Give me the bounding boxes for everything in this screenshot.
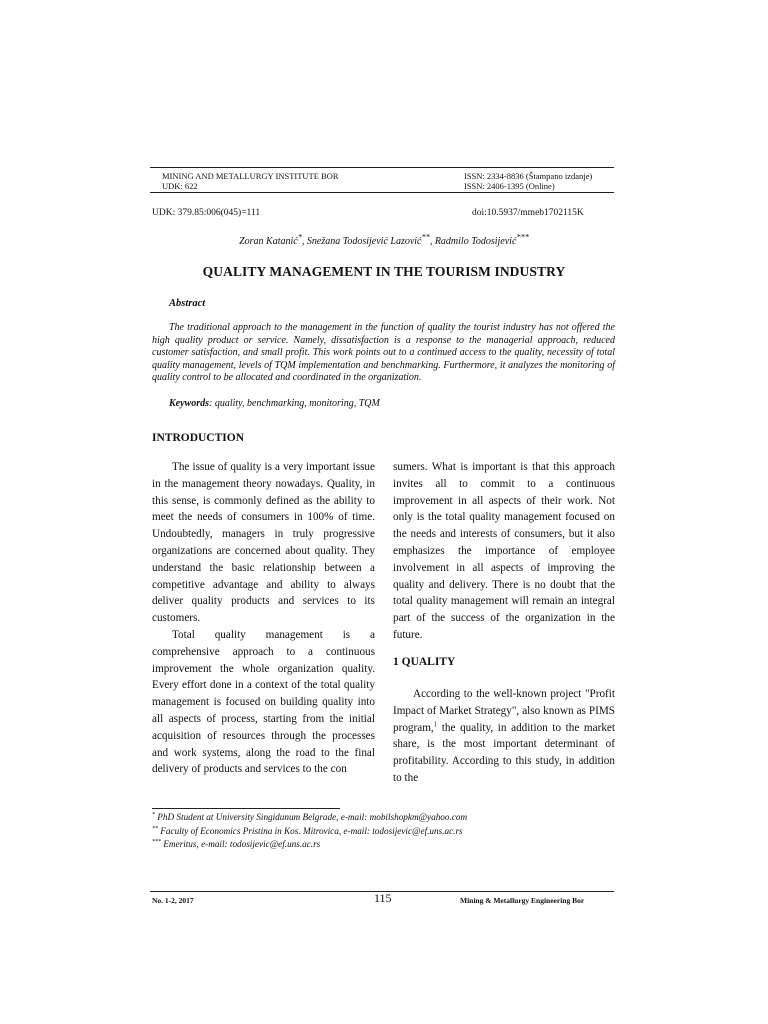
footnote-2-text: Faculty of Economics Pristina in Kos. Mitrovica, e-mail: todosijevic@ef.uns.ac.rs [158, 825, 463, 836]
footnote-3-text: Emeritus, e-mail: todosijevic@ef.uns.ac.rs [161, 839, 321, 849]
right-column [393, 459, 615, 644]
paper-title: QUALITY MANAGEMENT IN THE TOURISM INDUSTRY [202, 264, 566, 279]
intro-paragraph-2: Total quality management is a comprehensive approach to a continuous improvement the whole organization quality. Every effort done in a context of the total quality management is focused on building quality into all aspects of process, starting from the initial acquisition of resources through the processes and work systems, along the road to the final delivery of products and services to the con [152, 628, 375, 776]
footnote-1-text: PhD Student at University Singidunum Belgrade, e-mail: mobilshopkm@yahoo.com [155, 812, 468, 822]
footnote-1 [152, 811, 467, 825]
section-introduction-heading: INTRODUCTION [152, 432, 245, 444]
footnote-3-mark: *** [152, 838, 161, 845]
section-quality-heading: 1 QUALITY [393, 656, 456, 668]
header-institute: MINING AND METALLURGY INSTITUTE BOR [162, 171, 339, 181]
header-top-rule [150, 167, 614, 168]
quality-paragraph-b: the quality, in addition to the market share, is the most important determinant of profitability. According to this study, in addition to the [393, 721, 615, 784]
footnote-2 [152, 825, 467, 839]
footer-issue: No. 1-2, 2017 [152, 896, 194, 905]
right-paragraph-1: sumers. What is important is that this approach invites all to commit to a continuous improvement in all aspects of their work. Not only is the total quality management focused on the needs and interests of consumers, but it also emphasizes the importance of employee involvement in all aspects of improving the quality and delivery. There is no doubt that the total quality management will remain an integral part of the success of the organization in the future. [393, 461, 615, 641]
footer-journal: Mining & Metallurgy Engineering Bor [460, 896, 585, 905]
author-3: Radmilo Todosijević [434, 236, 517, 247]
author-2-mark: ** [421, 232, 430, 242]
author-1-mark: * [297, 232, 302, 242]
footnotes [152, 811, 467, 852]
footnote-3 [152, 838, 467, 852]
header-bottom-rule [150, 192, 614, 193]
footnote-1-mark: * [152, 811, 155, 818]
header-left [162, 171, 339, 191]
author-2: Snežana Todosijević Lazović [306, 236, 422, 247]
footnote-rule [152, 808, 340, 809]
header-right [464, 171, 592, 191]
keywords-line [169, 398, 380, 409]
footer-page-number: 115 [374, 891, 392, 905]
intro-paragraph-1: The issue of quality is a very important issue in the management theory nowadays. Quality, in this sense, is commonly defined as the ability to meet the needs of consumers in 100% of time. Undoubtedly, managers in truly progressive organizations are concerned about quality. They understand the basic relationship between a competitive advantage and ability to always deliver quality products and services to its customers. [152, 461, 375, 625]
abstract-body: The traditional approach to the management in the function of quality the tourist industry has not offered the high quality product or service. Namely, dissatisfaction is a response to the managerial approach, reduced customer satisfaction, and small profit. This work points out to a continued access to the quality, necessity of total quality management, levels of TQM implementation and benchmarking. Furthermore, it analyzes the monitoring of quality control to be allocated and coordinated in the organization. [152, 322, 615, 384]
udk-line: UDK: 379.85:006(045)=111 [152, 208, 261, 218]
quality-paragraph-a: According to the well-known project "Profit Impact of Market Strategy", also known as PIMS program, [393, 688, 615, 734]
right-column-2 [393, 686, 615, 787]
header-udk: UDK: 622 [162, 181, 198, 191]
keywords-label: Keywords [169, 398, 209, 409]
header-issn-online: ISSN: 2406-1395 (Online) [464, 181, 555, 191]
doi-line: doi:10.5937/mmeb1702115K [472, 208, 584, 218]
header-issn-print: ISSN: 2334-8836 (Štampano izdanje) [464, 171, 593, 181]
left-column [152, 459, 375, 778]
abstract-heading: Abstract [169, 298, 206, 309]
quality-paragraph [393, 686, 615, 787]
footnote-2-mark: ** [152, 825, 158, 832]
authors-line: Zoran Katanić*, Snežana Todosijević Lazović**, Radmilo Todosijević*** [239, 232, 529, 247]
keywords-list: : quality, benchmarking, monitoring, TQM [209, 398, 380, 409]
abstract-text [152, 322, 615, 385]
author-3-mark: *** [516, 232, 529, 242]
footnote-ref-1: 1 [433, 719, 438, 728]
author-1: Zoran Katanić [239, 236, 298, 247]
